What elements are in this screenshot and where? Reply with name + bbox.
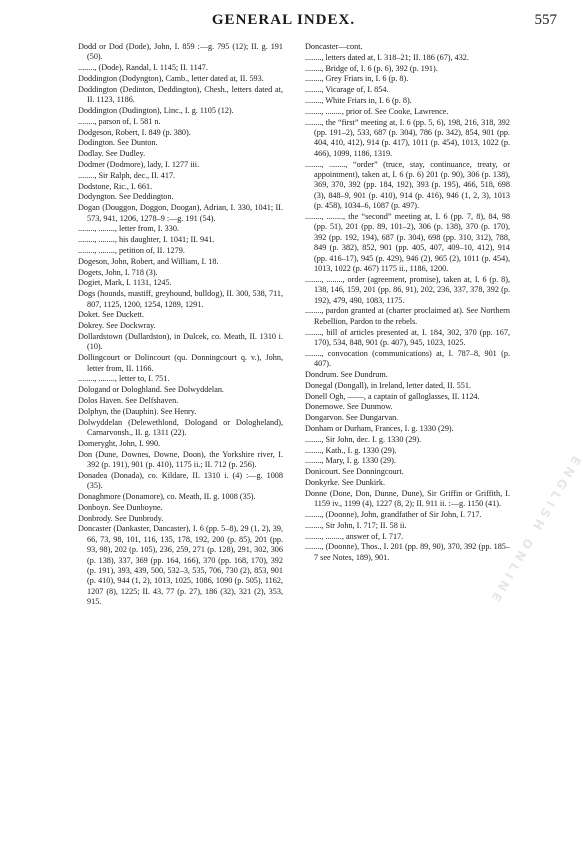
index-entry: Donemowe. See Dunmow. (305, 402, 393, 412)
index-entry: ........, (Doonne), Thos., I. 201 (pp. 89, 90), 370, 392 (pp. 185–7 see Notes, 189), 901. (305, 542, 510, 562)
index-entry: Doncaster—cont. (305, 42, 363, 51)
index-entry: Dodmer (Dodmore), lady, I. 1277 iii. (78, 159, 200, 169)
index-entry: Dodyngton. See Deddington. (78, 192, 174, 202)
right-column (305, 42, 510, 564)
index-entry: Dongarvon. See Dungarvan. (305, 413, 399, 423)
index-entry: Dokrey. See Dockwray. (78, 321, 156, 331)
index-entry: Don (Dune, Downes, Downe, Doon), the Yorkshire river, I. 392 (p. 191), 901 (p. 410), 1175 ii.; II. 712 (p. 256). (78, 449, 283, 469)
index-entry: Dodgeson, Robert, I. 849 (p. 380). (78, 127, 191, 137)
index-entry: ........, Kath., I. g. 1330 (29). (305, 445, 397, 455)
index-entry: ........, Sir John, I. 717; II. 58 ii. (305, 520, 407, 530)
index-entry: Doddington (Dedinton, Deddington), Chesh., letters dated at, II. 1123, 1186. (78, 84, 283, 105)
index-entry: ........, the “first” meeting at, I. 6 (pp. 5, 6), 198, 216, 318, 392 (pp. 191–2), 533, 687 (p. 304), 786 (p. 342), 854, 901 (pp. 404, 410, 412), 914 (p. 417), 1011 (p. 454), 1013, 1022 (p. 466), 1099, 1186, 1319. (305, 117, 510, 158)
index-entry: Doket. See Duckett. (78, 310, 144, 320)
index-entry: Dollingcourt or Dolincourt (qu. Donningcourt q. v.), John, letter from, II. 1166. (78, 353, 283, 373)
index-entry: Dondrum. See Dundrum. (305, 370, 388, 380)
index-entry: ........, Sir Ralph, dec., II. 417. (78, 170, 176, 180)
index-entry: ........, ........, answer of, I. 717. (305, 531, 404, 541)
index-entry: Doddington (Dodyngton), Camb., letter dated at, II. 593. (78, 74, 264, 83)
index-entry: ........, ........, petition of, II. 1279. (78, 245, 185, 255)
index-entry: ........, Grey Friars in, I. 6 (p. 8). (305, 74, 409, 84)
index-entry: ........, ........, letter from, I. 330. (78, 224, 179, 234)
index-entry: Donicourt. See Donningcourt. (305, 467, 404, 477)
index-entry: ........, convocation (communications) at, I. 787–8, 901 (p. 407). (305, 348, 510, 369)
index-entry: Dodstone, Ric., I. 661. (78, 181, 153, 191)
index-columns (78, 42, 510, 832)
watermark: ENGLISH ONLINE (486, 453, 583, 608)
index-entry: ........, ........, his daughter, I. 1041; II. 941. (78, 235, 215, 245)
index-entry: Donell Ogh, ——, a captain of galloglasses, II. 1124. (305, 391, 480, 401)
index-entry: Dogs (hounds, mastiff, greyhound, bulldog), II. 300, 538, 711, 807, 1125, 1200, 1254, 1289, 1291. (78, 289, 283, 309)
index-entry: Dologand or Dologhland. See Dolwyddelan. (78, 385, 224, 395)
index-entry: ........, bill of articles presented at, I. 184, 302, 370 (pp. 167, 170), 534, 848, 901 (p. 407), 945, 1023, 1025. (305, 327, 510, 348)
index-entry: ........, pardon granted at (charter proclaimed at). See Northern Rebellion, Pardon to the rebels. (305, 306, 510, 326)
index-entry: ........, ........, letter to, I. 751. (78, 374, 170, 384)
index-entry: Donne (Done, Don, Dunne, Dune), Sir Griffin or Griffith, I. 1159 iv., 1199 (4), 1227 (8, 2); II. 911 ii. :—g. 1150 (41). (305, 488, 510, 509)
index-entry: Dolphyn, the (Dauphin). See Henry. (78, 406, 197, 416)
index-entry: Dodd or Dod (Dode), John, I. 859 :—g. 795 (12); II. g. 191 (50). (78, 42, 283, 62)
index-entry: Donboyn. See Dunboyne. (78, 502, 163, 512)
index-entry: Donegal (Dongall), in Ireland, letter dated, II. 551. (305, 380, 471, 390)
index-entry: Dogan (Douggon, Doggon, Doogan), Adrian, I. 330, 1041; II. 573, 941, 1206, 1278–9 :—g. 191 (54). (78, 203, 283, 223)
index-entry: Donadea (Donada), co. Kildare, II. 1310 i. (4) :—g. 1008 (35). (78, 470, 283, 491)
page-number: 557 (534, 12, 557, 28)
index-entry: ........, Sir John, dec. I. g. 1330 (29). (305, 434, 422, 444)
index-entry: Doddington (Dudington), Linc., I. g. 1105 (12). (78, 106, 234, 115)
index-entry: ........, ........, order (agreement, promise), taken at, I. 6 (p. 8), 138, 146, 159, 201 (pp. 86, 91), 202, 236, 337, 378, 392 (p. 192), 479, 490, 1083, 1175. (305, 274, 510, 305)
index-entry: Dollardstown (Dullardston), in Dulcek, co. Meath, II. 1310 i. (10). (78, 331, 283, 352)
left-column (78, 42, 283, 608)
page-header (0, 10, 567, 32)
index-entry: ........, White Friars in, I. 6 (p. 8). (305, 95, 412, 105)
index-entry: ........, ........, prior of. See Cooke, Lawrence. (305, 106, 449, 116)
index-entry: ........, letters dated at, I. 318–21; II. 186 (67), 432. (305, 52, 469, 62)
index-entry: ........, (Dode), Randal, I. 1145; II. 1147. (78, 63, 208, 73)
index-entry: Dogeson, John, Robert, and William, I. 18. (78, 256, 219, 266)
index-entry: Donkyrke. See Dunkirk. (305, 478, 386, 488)
index-entry: Dodington. See Dunton. (78, 138, 158, 148)
index-entry: ........, Bridge of, I. 6 (p. 6), 392 (p. 191). (305, 63, 438, 73)
index-entry: ........, Mary, I. g. 1330 (29). (305, 456, 396, 466)
index-entry: Donaghmore (Donamore), co. Meath, II. g. 1008 (35). (78, 491, 256, 501)
index-entry: Dolos Haven. See Delfshaven. (78, 395, 179, 405)
index-entry: Donham or Durham, Frances, I. g. 1330 (29). (305, 424, 454, 434)
index-entry: Dogets, John, I. 718 (3). (78, 267, 158, 277)
index-entry: Donbrody. See Dunbrody. (78, 513, 164, 523)
index-entry: ........, Vicarage of, I. 854. (305, 85, 389, 95)
index-entry: Dolwyddelan (Delewethlond, Dologand or Dologheland), Carnarvonsh., II. g. 1311 (22). (78, 417, 283, 437)
index-entry: ........, ........, the “second” meeting at, I. 6 (pp. 7, 8), 84, 98 (pp. 51), 201 (pp. 89, 101–2), 306 (p. 138), 370 (p. 170), 392 (pp. 192, 194), 687 (p. 304), 698 (pp. 310, 312), 788, 849 (p. 382), 852, 901 (pp. 405, 407, 409–10, 412), 914 (pp. 416–17), 945 (p. 429), 946 (2), 965 (2), 1011 (p. 454), 1013, 1022 (p. 467) 1175 ii., 1186, 1200. (305, 212, 510, 274)
index-entry: Domeryght, John, I. 990. (78, 438, 161, 448)
index-entry: Dogiet, Mark, I. 1131, 1245. (78, 278, 172, 288)
index-entry: Doncaster (Dankaster, Dancaster), I. 6 (pp. 5–8), 29 (1, 2), 39, 66, 73, 98, 101, 116, 135, 178, 192, 200 (p. 85), 201 (pp. 93, 98), 202 (p. 105), 236, 259, 271 (p. 128), 291, 302, 306 (p. 138), 337, 369 (pp. 164, 166), 370 (pp. 168, 170), 392 (p. 191), 393, 439, 500, 532–3, 535, 706, 730 (2), 853, 901 (p. 410), 944 (1, 2), 1013, 1025, 1086, 1090 (p. 505), 1162, 1207 (8), 1225; II. 43, 77 (p. 27), 186 (32), 321 (2), 353, 915. (78, 524, 283, 607)
index-entry: ........, parson of, I. 581 n. (78, 116, 161, 126)
index-entry: Dodlay. See Dudley. (78, 149, 146, 159)
index-entry: ........, (Doonne), John, grandfather of Sir John, I. 717. (305, 510, 482, 520)
page-title: GENERAL INDEX. (211, 12, 356, 28)
index-entry: ........, ........, “order” (truce, stay, continuance, treaty, or appointment), taken at, I. 6 (p. 6) 201 (p. 90), 306 (p. 138), 369, 370, 392 (pp. 184, 192), 393 (p. 195), 466, 518, 698 (3), 848–9, 901 (p. 410), 914 (p. 416), 946 (1, 2, 3), 1013 (p. 458), 1034–6, 1087 (p. 497). (305, 159, 510, 211)
